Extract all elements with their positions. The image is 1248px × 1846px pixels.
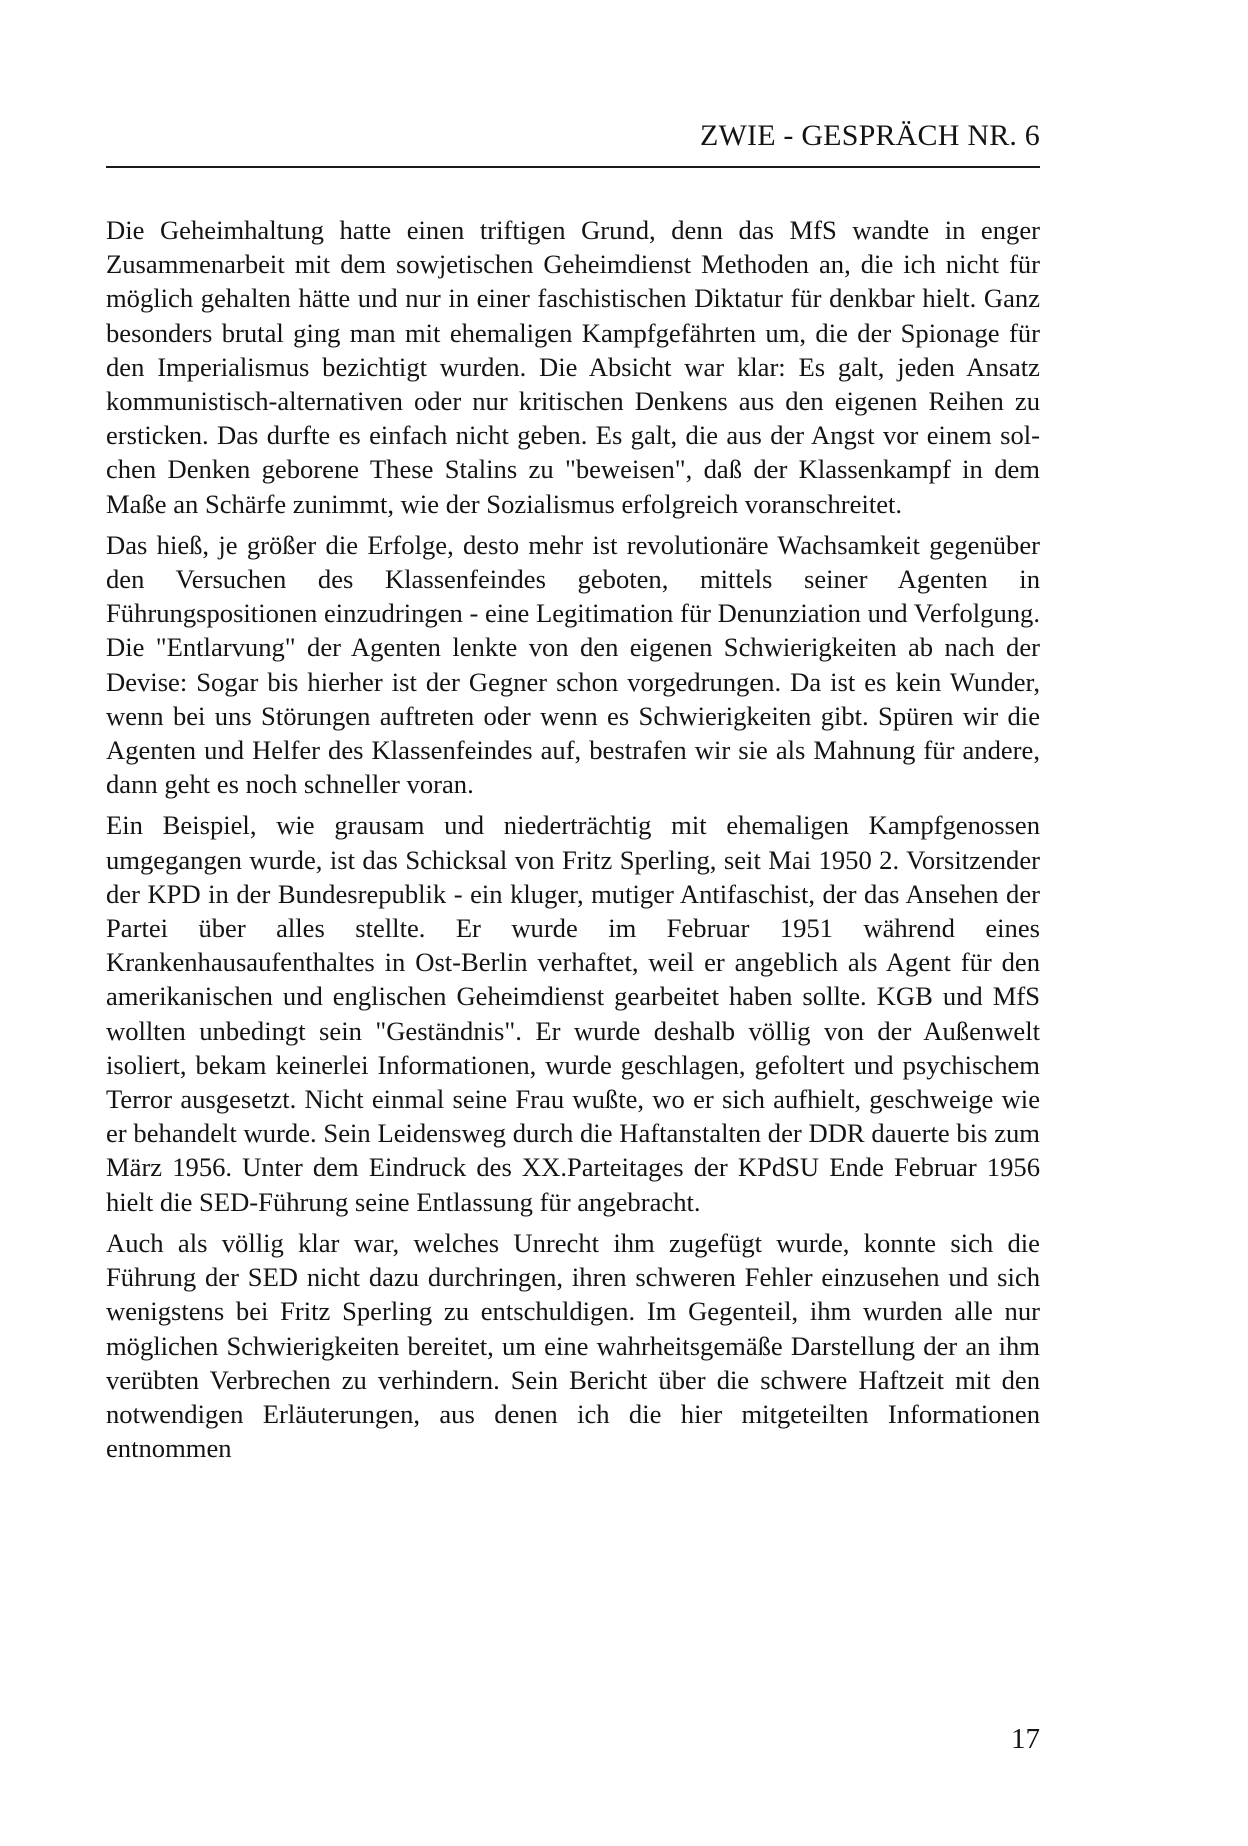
body-text xyxy=(106,213,1040,1472)
running-header: ZWIE - GESPRÄCH NR. 6 xyxy=(699,119,1040,152)
paragraph: Auch als völlig klar war, welches Unrecht ihm zugefügt wurde, konnte sich die Führung der SED nicht dazu durchringen, ihren schweren Fehler einzusehen und sich wenigstens bei Fritz Sperling zu entschuldigen. Im Gegenteil, ihm wurden alle nur möglichen Schwierigkeiten bereitet, um eine wahrheitsgemäße Darstellung der an ihm verübten Verbrechen zu verhindern. Sein Bericht über die schwere Haftzeit mit den notwendigen Erläuterungen, aus denen ich die hier mitgeteilten Informationen entnommen xyxy=(106,1227,1040,1464)
paragraph: Die Geheimhaltung hatte einen triftigen Grund, denn das MfS wandte in enger Zusammenarbeit mit dem sowjetischen Geheimdienst Methoden an, die ich nicht für möglich gehalten hätte und nur in einer faschistischen Diktatur für denkbar hielt. Ganz besonders brutal ging man mit ehemaligen Kampfgefährten um, die der Spionage für den Imperialismus bezichtigt wurden. Die Absicht war klar: Es galt, jeden Ansatz kommunistisch-alternativen oder nur kritischen Denkens aus den eigenen Reihen zu ersticken. Das durfte es einfach nicht geben. Es galt, die aus der Angst vor einem solchen Denken geborene These Stalins zu "beweisen", daß der Klassenkampf in dem Maße an Schärfe zunimmt, wie der Sozialismus erfolgreich voranschreitet. xyxy=(106,215,1040,519)
paragraph: Ein Beispiel, wie grausam und niederträchtig mit ehemaligen Kampfgenossen umgegangen wurde, ist das Schicksal von Fritz Sperling, seit Mai 1950 2. Vorsitzender der KPD in der Bundesrepublik - ein kluger, mutiger Antifaschist, der das Ansehen der Partei über alles stellte. Er wurde im Februar 1951 während eines Krankenhausaufenthaltes in Ost-Berlin verhaftet, weil er angeblich als Agent für den amerikanischen und englischen Geheimdienst gearbeitet haben sollte. KGB und MfS wollten unbedingt sein "Geständnis". Er wurde deshalb völlig von der Außenwelt isoliert, bekam keinerlei Informationen, wurde geschlagen, gefoltert und psychischem Terror ausgesetzt. Nicht einmal seine Frau wußte, wo er sich aufhielt, geschweige wie er behandelt wurde. Sein Leidensweg durch die Haftanstalten der DDR dauerte bis zum März 1956. Unter dem Eindruck des XX.Parteitages der KPdSU Ende Februar 1956 hielt die SED-Führung seine Entlassung für angebracht. xyxy=(106,810,1040,1217)
paragraph: Das hieß, je größer die Erfolge, desto mehr ist revolutionäre Wachsamkeit gegenüber den Versuchen des Klassenfeindes geboten, mittels seiner Agenten in Führungspositionen einzudringen - eine Legitimation für Denunziation und Verfolgung. Die "Entlarvung" der Agenten lenkte von den eigenen Schwierigkeiten ab nach der Devise: Sogar bis hierher ist der Gegner schon vorgedrungen. Da ist es kein Wunder, wenn bei uns Störungen auftreten oder wenn es Schwierigkeiten gibt. Spüren wir die Agenten und Helfer des Klassenfeindes auf, bestrafen wir sie als Mahnung für andere, dann geht es noch schneller voran. xyxy=(106,529,1040,800)
page-number: 17 xyxy=(1011,1723,1040,1755)
header-rule xyxy=(106,166,1040,168)
